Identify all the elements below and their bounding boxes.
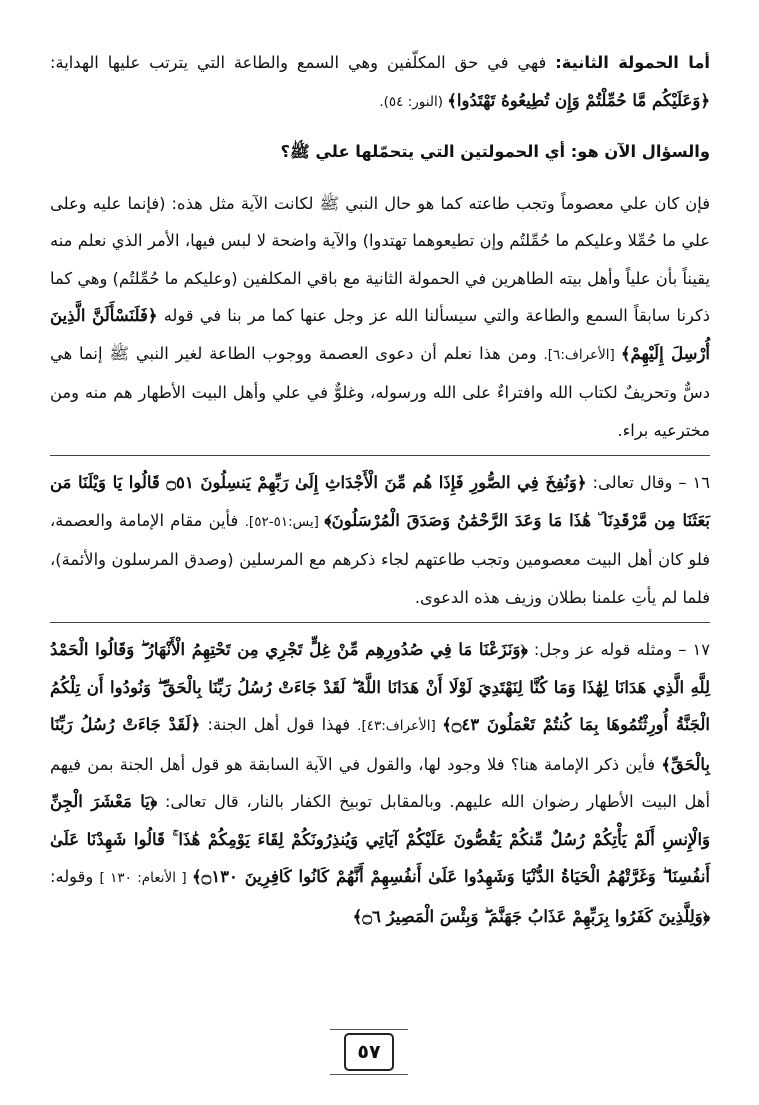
- paragraph-text: فأين مقام الإمامة والعصمة، فلو كان أهل البيت معصومين وتجب طاعتهم لجاء ذكرهم مع المرسلين (وصدق المرسلون والأئمة)، فلما لم يأتِ علمنا بطلان وزيف هذه الدعوى.: [50, 510, 710, 607]
- item-number: ١٦ – وقال تعالى:: [586, 473, 711, 492]
- paragraph-text: فهي في حق المكلّفين وهي السمع والطاعة التي يترتب عليها الهداية:: [50, 53, 556, 72]
- paragraph-text: فأين ذكر الإمامة هنا؟ فلا وجود لها، والقول في الآية السابقة هو قول أهل الجنة بمن فيهم أهل البيت الأطهار رضوان الله عليهم. وبالمقابل توبيخ الكفار بالنار، قال تعالى:: [50, 754, 710, 811]
- paragraph-text: فهذا قول أهل الجنة:: [200, 715, 358, 734]
- quran-verse: ﴿يَا مَعْشَرَ الْجِنِّ وَالْإِنسِ أَلَمْ يَأْتِكُمْ رُسُلٌ مِّنكُمْ يَقُصُّونَ عَلَيْكُمْ آيَاتِي وَيُنذِرُونَكُمْ لِقَاءَ يَوْمِكُمْ هَٰذَا ۚ قَالُوا شَهِدْنَا عَلَىٰ أَنفُسِنَا ۖ وَغَرَّتْهُمُ الْحَيَاةُ الدُّنْيَا وَشَهِدُوا عَلَىٰ أَنفُسِهِمْ أَنَّهُمْ كَانُوا كَافِرِينَ ۝١٣٠﴾: [50, 792, 710, 886]
- quran-verse: ﴿فَلَنَسْأَلَنَّ الَّذِينَ أُرْسِلَ إِلَيْهِمْ﴾: [50, 306, 710, 363]
- verse-reference: [يس:٥١-٥٢].: [244, 513, 325, 530]
- section-divider: [50, 622, 710, 623]
- quran-verse: ﴿وَنُفِخَ فِي الصُّورِ فَإِذَا هُم مِّنَ الْأَجْدَاثِ إِلَىٰ رَبِّهِمْ يَنسِلُونَ ۝٥١ قَالُوا يَا وَيْلَنَا مَن بَعَثَنَا مِن مَّرْقَدِنَا ۜ هَٰذَا مَا وَعَدَ الرَّحْمَٰنُ وَصَدَقَ الْمُرْسَلُونَ﴾: [50, 473, 711, 530]
- verse-reference: (النور: ٥٤).: [379, 93, 448, 110]
- paragraph-infallibility: [50, 185, 710, 450]
- quran-verse: ﴿لَقَدْ جَاءَتْ رُسُلُ رَبِّنَا بِالْحَقِّ﴾: [50, 715, 710, 774]
- quran-verse: ﴿وَعَلَيْكُم مَّا حُمِّلْتُمْ وَإِن تُطِيعُوهُ تَهْتَدُوا﴾: [447, 90, 710, 110]
- paragraph-text: فإن كان علي معصوماً وتجب طاعته كما هو حال النبي ﷺ لكانت الآية مثل هذه: (فإنما عليه وعلى علي ما حُمِّلا وعليكم ما حُمِّلتُم وإن تطيعوهما تهتدوا) والآية واضحة لا لبس فيها، الأمر الذي نعلم منه يقيناً بأن علياً وأهل بيته الطاهرين في الحمولة الثانية مع باقي المكلفين (وعليكم ما حُمِّلتُم) وهي كما ذكرنا سابقاً السمع والطاعة والتي سيسألنا الله عز وجل عنها كما مر بنا في قوله: [50, 193, 710, 325]
- paragraph-text: وقوله:: [50, 867, 100, 886]
- paragraph-item-17: [50, 631, 710, 935]
- spacer: [50, 121, 710, 133]
- verse-reference: [ الأنعام: ١٣٠ ]: [99, 870, 192, 886]
- page-body: [50, 44, 710, 935]
- quran-verse: ﴿وَلِلَّذِينَ كَفَرُوا بِرَبِّهِمْ عَذَابُ جَهَنَّمَ ۖ وَبِئْسَ الْمَصِيرُ ۝٦﴾: [352, 906, 710, 926]
- verse-reference: [الأعراف:٤٣].: [357, 718, 443, 734]
- quran-verse: ﴿وَنَزَعْنَا مَا فِي صُدُورِهِم مِّنْ غِلٍّ تَجْرِي مِن تَحْتِهِمُ الْأَنْهَارُ ۖ وَقَالُوا الْحَمْدُ لِلَّهِ الَّذِي هَدَانَا لِهَٰذَا وَمَا كُنَّا لِنَهْتَدِيَ لَوْلَا أَنْ هَدَانَا اللَّهُ ۖ لَقَدْ جَاءَتْ رُسُلُ رَبِّنَا بِالْحَقِّ ۖ وَنُودُوا أَن تِلْكُمُ الْجَنَّةُ أُورِثْتُمُوهَا بِمَا كُنتُمْ تَعْمَلُونَ ۝٤٣﴾: [50, 640, 710, 734]
- page-number: ٥٧: [344, 1033, 394, 1071]
- paragraph-item-16: [50, 464, 710, 616]
- item-number: ١٧ – ومثله قوله عز وجل:: [527, 640, 710, 659]
- section-label: أما الحمولة الثانية:: [555, 53, 711, 72]
- paragraph-second-burden: [50, 44, 710, 121]
- section-divider: [50, 455, 710, 456]
- spacer: [50, 171, 710, 185]
- paragraph-text: ومن هذا نعلم أن دعوى العصمة ووجوب الطاعة لغير النبي ﷺ إنما هي دسٌّ وتحريفٌ لكتاب الله وافتراءٌ على الله ورسوله، وغلوٌّ في علي وأهل البيت الأطهار هم منه ومن مخترعيه براء.: [50, 343, 710, 440]
- question-heading: والسؤال الآن هو: أي الحمولتين التي يتحمّلها علي ﷺ؟: [280, 142, 710, 161]
- verse-reference: [الأعراف:٦].: [543, 346, 621, 363]
